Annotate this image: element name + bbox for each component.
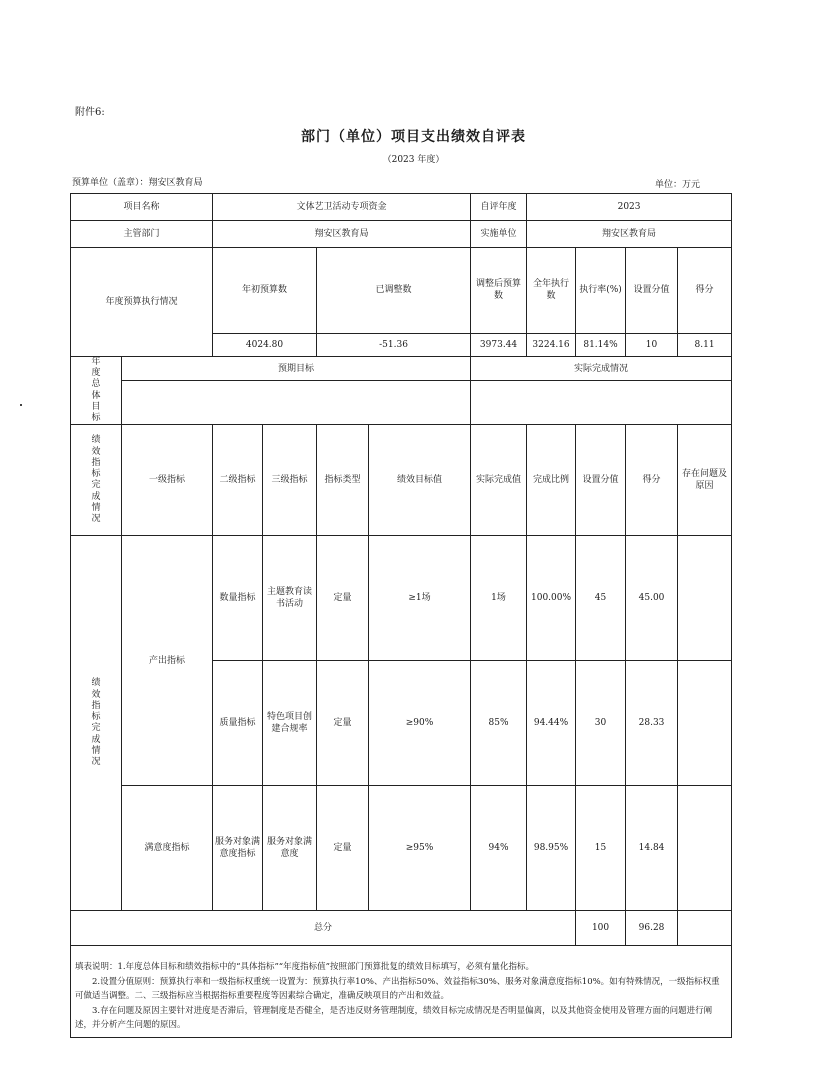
indicator-ratio: 94.44% (527, 661, 576, 786)
expected-goal-label: 预期目标 (122, 356, 471, 380)
eval-year-label: 自评年度 (471, 194, 527, 221)
indicator-row (71, 536, 732, 661)
indicator-score-set: 45 (576, 536, 626, 661)
eval-year-value: 2023 (527, 194, 732, 221)
indicator-header-cell: 设置分值 (576, 425, 626, 536)
performance-table (70, 193, 732, 1038)
project-name-label: 项目名称 (71, 194, 213, 221)
note-line-1: 填表说明：1.年度总体目标和绩效指标中的“具体指标”“年度指标值”按照部门预算批复的绩效目标填写，必须有量化指标。 (75, 962, 534, 973)
indicator-target: ≥1场 (369, 536, 471, 661)
budget-value-cell: 3224.16 (527, 333, 576, 356)
indicator-header-cell: 二级指标 (213, 425, 263, 536)
impl-label: 实施单位 (471, 221, 527, 248)
indicator-issue (678, 536, 732, 661)
indicator-header-cell: 实际完成值 (471, 425, 527, 536)
note-line-2: 2.设置分值原则：预算执行率和一级指标权重统一设置为：预算执行率10%、产出指标50%、效益指标30%、服务对象满意度指标10%。如有特殊情况，一级指标权重可做适当调整。二、三级指标应当根据指标重要程度等因素综合确定，准确反映项目的产出和效益。 (75, 976, 720, 1002)
budget-value-cell: 10 (626, 333, 678, 356)
indicator-target: ≥95% (369, 786, 471, 911)
level2-indicator: 质量指标 (213, 661, 263, 786)
report-year: （2023 年度） (382, 155, 445, 165)
indicator-issue (678, 661, 732, 786)
expected-goal-value (122, 381, 471, 425)
indicator-score-set: 30 (576, 661, 626, 786)
indicator-type: 定量 (317, 536, 369, 661)
indicator-score: 28.33 (626, 661, 678, 786)
indicator-actual: 85% (471, 661, 527, 786)
indicator-row (71, 786, 732, 911)
indicator-score-set: 15 (576, 786, 626, 911)
budget-header-cell: 设置分值 (626, 248, 678, 334)
department-row (71, 221, 732, 248)
fill-instructions (71, 946, 732, 1037)
currency-unit: 单位：万元 (655, 180, 701, 190)
actual-completion-label: 实际完成情况 (471, 356, 732, 380)
level3-indicator: 服务对象满意度 (263, 786, 317, 911)
budget-header-cell: 已调整数 (317, 248, 471, 334)
level3-indicator: 特色项目创建合规率 (263, 661, 317, 786)
level2-indicator: 服务对象满意度指标 (213, 786, 263, 911)
budget-unit: 预算单位（盖章）：翔安区教育局 (72, 178, 203, 188)
attachment-label: 附件6: (75, 107, 105, 118)
actual-completion-value (471, 381, 732, 425)
indicator-header-cell: 完成比例 (527, 425, 576, 536)
goals-content-row (71, 381, 732, 425)
dept-value: 翔安区教育局 (213, 221, 471, 248)
budget-header-cell: 执行率(%) (576, 248, 626, 334)
budget-header-cell: 调整后预算数 (471, 248, 527, 334)
indicator-issue (678, 786, 732, 911)
notes-row (71, 946, 732, 1037)
budget-value-cell: 3973.44 (471, 333, 527, 356)
indicator-ratio: 100.00% (527, 536, 576, 661)
project-name-value: 文体艺卫活动专项资金 (213, 194, 471, 221)
budget-value-cell: 81.14% (576, 333, 626, 356)
budget-value-cell: -51.36 (317, 333, 471, 356)
indicators-row-label-text: 绩效指标完成情况 (91, 678, 101, 768)
scan-speck (20, 404, 22, 406)
indicator-score: 45.00 (626, 536, 678, 661)
budget-value-cell: 8.11 (678, 333, 732, 356)
impl-value: 翔安区教育局 (527, 221, 732, 248)
total-issue (678, 911, 732, 946)
indicator-header-cell: 绩效目标值 (369, 425, 471, 536)
indicator-header-row (71, 425, 732, 536)
indicator-type: 定量 (317, 786, 369, 911)
indicator-ratio: 98.95% (527, 786, 576, 911)
indicator-actual: 1场 (471, 536, 527, 661)
total-row (71, 911, 732, 946)
note-line-3: 3.存在问题及原因主要针对进度是否滞后，管理制度是否健全，是否违反财务管理制度，绩效目标完成情况是否明显偏离，以及其他资金使用及管理方面的问题进行阐述，并分析产生问题的原因。 (75, 1005, 713, 1031)
page-title: 部门（单位）项目支出绩效自评表 (301, 129, 526, 145)
budget-header-row (71, 248, 732, 334)
goals-row-label (71, 356, 122, 425)
level1-indicator: 满意度指标 (122, 786, 213, 911)
budget-value-cell: 4024.80 (213, 333, 317, 356)
indicator-score: 14.84 (626, 786, 678, 911)
indicator-header-row-label-text: 绩效指标完成情况 (91, 435, 101, 525)
total-score: 96.28 (626, 911, 678, 946)
level2-indicator: 数量指标 (213, 536, 263, 661)
level1-indicator: 产出指标 (122, 536, 213, 786)
goals-header-row (71, 356, 732, 380)
indicator-header-cell: 存在问题及原因 (678, 425, 732, 536)
indicator-header-cell: 得分 (626, 425, 678, 536)
budget-row-label: 年度预算执行情况 (71, 248, 213, 357)
indicators-row-label (71, 536, 122, 911)
indicator-header-cell: 一级指标 (122, 425, 213, 536)
project-name-row (71, 194, 732, 221)
indicator-type: 定量 (317, 661, 369, 786)
indicator-actual: 94% (471, 786, 527, 911)
level3-indicator: 主题教育读书活动 (263, 536, 317, 661)
goals-row-label-text: 年度总体目标 (91, 356, 101, 424)
indicator-target: ≥90% (369, 661, 471, 786)
total-label: 总分 (71, 911, 576, 946)
indicator-header-cell: 指标类型 (317, 425, 369, 536)
total-score-set: 100 (576, 911, 626, 946)
dept-label: 主管部门 (71, 221, 213, 248)
budget-header-cell: 年初预算数 (213, 248, 317, 334)
indicator-header-cell: 三级指标 (263, 425, 317, 536)
budget-header-cell: 得分 (678, 248, 732, 334)
indicator-header-row-label (71, 425, 122, 536)
budget-header-cell: 全年执行数 (527, 248, 576, 334)
